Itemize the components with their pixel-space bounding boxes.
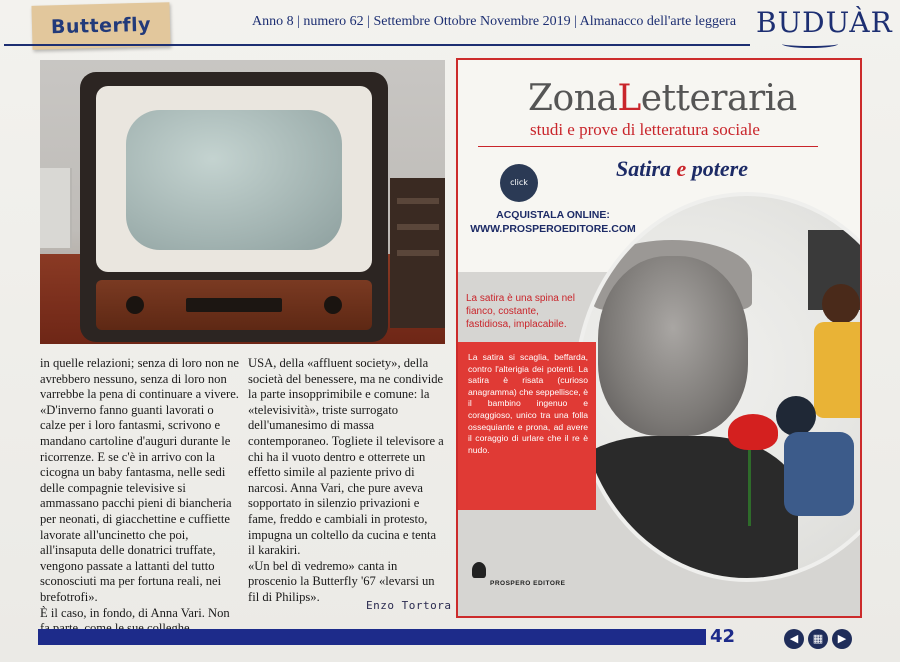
publisher-logo-icon	[472, 562, 486, 578]
publisher-name: PROSPERO EDITORE	[490, 580, 566, 587]
page-number: 42	[710, 626, 736, 647]
issue-word: Satira	[616, 156, 672, 181]
header-divider	[4, 44, 750, 46]
brand-label: Butterfly	[50, 13, 152, 39]
prev-page-icon[interactable]: ◀	[784, 629, 804, 649]
next-page-icon[interactable]: ▶	[832, 629, 852, 649]
tv-bezel	[96, 86, 372, 272]
ad-title	[528, 78, 797, 119]
woman-figure	[814, 322, 862, 418]
logo-swoosh	[782, 40, 838, 48]
chair-slat	[397, 250, 439, 256]
zona-letteraria-ad[interactable]	[456, 58, 862, 618]
radiator	[40, 168, 72, 248]
brand-tab	[31, 2, 170, 50]
grid-view-icon[interactable]: ▦	[808, 629, 828, 649]
ad-title-accent: L	[617, 78, 641, 119]
paragraph: USA, della «affluent society», della società del benessere, ma ne condivide la parte insopprimibile e comune: la «televisività», triste surrogato dell'umanesimo di massa contemporaneo. Togliete il televisore a chi ha il vuoto dentro e otterrete un effetto simile al paziente privo di narcosi. Anna Vari, che pure aveva sopportato in silenzio privazioni e fame, freddo e cambiali in protesto, impugna un coltello da cucina e tenta il karakiri.	[248, 356, 444, 558]
buy-online-link[interactable]	[470, 208, 636, 236]
article-column-left	[40, 356, 240, 637]
buy-url[interactable]: WWW.PROSPEROEDITORE.COM	[470, 223, 636, 235]
ad-quote-box	[458, 342, 596, 510]
buduar-logo: BUDUÀR	[756, 6, 893, 39]
issue-word: potere	[691, 156, 748, 181]
vintage-tv-photo	[40, 60, 445, 344]
child-figure-head	[776, 396, 816, 436]
paragraph: «Un bel dì vedremo» canta in proscenio la Butterfly '67 «levarsi un fil di Philips».	[248, 558, 435, 604]
tv-knob	[324, 296, 342, 314]
issue-info: Anno 8 | numero 62 | Settembre Ottobre Novembre 2019 | Almanacco dell'arte leggera	[252, 14, 737, 29]
ad-title-part: Zona	[528, 78, 618, 119]
paragraph: in quelle relazioni; senza di loro non ne avrebbero nessuno, senza di loro non varrebbe la pena di continuare a vivere. «D'inverno fanno guanti lavorati o calze per i loro fantasmi, scrivono e mandano cartoline d'auguri durante le ricorrenze. E se c'è in arrivo con la cicogna un baby fantasma, nelle sedi delle compagnie televisive si ammassano pacchi pieni di biancheria per neonati, di giacchettine e cuffiette lavorate all'uncinetto che poi, all'insaputa delle donatrici truffate, vengono passate a lattanti del tutto sconosciuti ma per fortuna reali, nei brefotrofi».	[40, 356, 239, 604]
issue-word-accent: e	[676, 156, 687, 181]
chair-slat	[397, 198, 439, 204]
buy-label: ACQUISTALA ONLINE:	[496, 209, 610, 221]
tv-knob	[126, 296, 144, 314]
tv-dial	[186, 298, 282, 312]
chair-slat	[397, 224, 439, 230]
red-rose	[728, 414, 778, 450]
woman-figure-head	[822, 284, 860, 324]
ad-issue-title	[616, 156, 748, 182]
paragraph: È il caso, in fondo, di Anna Vari. Non	[40, 605, 230, 620]
tv-screen	[126, 110, 342, 250]
tv-cabinet	[80, 72, 388, 342]
ad-divider	[478, 146, 818, 147]
author-signature: Enzo Tortora	[366, 599, 452, 612]
tv-control-panel	[96, 280, 372, 330]
click-hand-icon[interactable]: click	[500, 164, 538, 202]
ad-subtitle: studi e prove di letteratura sociale	[530, 120, 760, 139]
man-face	[598, 256, 748, 436]
ad-quote: La satira è una spina nel fianco, costante, fastidiosa, implacabile.	[466, 293, 575, 330]
article-column-right	[248, 356, 446, 606]
ad-title-part: etteraria	[640, 78, 797, 119]
man-torso	[574, 436, 798, 582]
cover-illustration	[574, 192, 862, 582]
child-figure	[784, 432, 854, 516]
chair	[390, 178, 445, 328]
ad-quote-text: La satira si scaglia, beffarda, contro l'alterigia dei potenti. La satira è risata (curioso anagramma) che seppellisce, è il bambino ingenuo e coraggioso, unico tra una folla ossequiante e prona, ad avere il coraggio di urlare che il re è nudo.	[468, 352, 588, 455]
footer-bar	[38, 629, 706, 645]
